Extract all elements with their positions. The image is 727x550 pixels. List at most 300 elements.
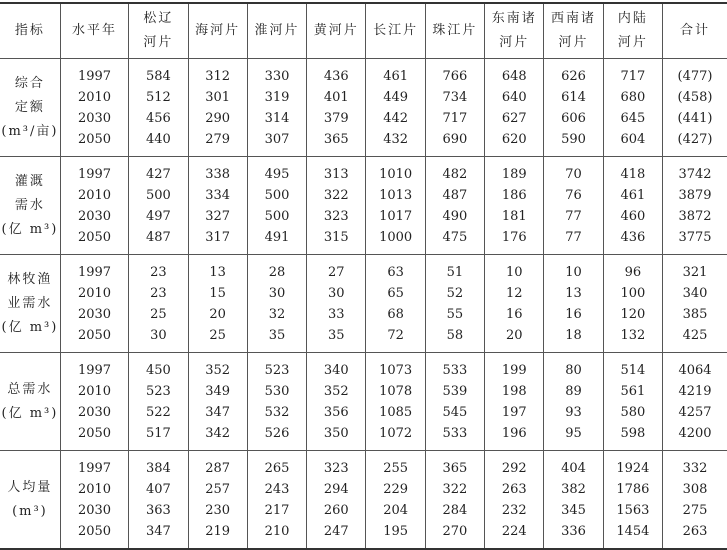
cell-value: 1078 (379, 383, 413, 399)
cell-value: 350 (323, 425, 349, 441)
cell-value: 523 (145, 383, 171, 399)
cell-value: 385 (682, 306, 708, 322)
year-cell (60, 157, 128, 255)
header-text: 淮河片 (254, 23, 300, 38)
cell-value: 198 (501, 383, 527, 399)
cell-value: 500 (264, 187, 290, 203)
year-value: 2030 (77, 404, 112, 420)
cell-value: 533 (442, 425, 468, 441)
header-text: 长江片 (373, 23, 419, 38)
cell-value: 404 (561, 460, 586, 476)
cell-value: 30 (150, 327, 167, 343)
indicator-cell (0, 157, 60, 255)
cell-value: 243 (264, 481, 290, 497)
cell-value: 20 (209, 306, 226, 322)
water-demand-table (0, 2, 727, 550)
year-value: 2030 (77, 110, 112, 126)
cell-value: 497 (145, 208, 171, 224)
cell-value: 1085 (379, 404, 413, 420)
cell-value: 232 (501, 502, 527, 518)
cell-value: 27 (328, 264, 345, 280)
value-cell (366, 59, 425, 157)
cell-value: 401 (323, 89, 349, 105)
cell-value: 450 (145, 362, 171, 378)
cell-value: 15 (209, 285, 226, 301)
year-value: 2010 (77, 383, 112, 399)
cell-value: 35 (328, 327, 345, 343)
header-songliao (129, 3, 188, 59)
cell-value: 12 (505, 285, 523, 301)
cell-value: 717 (620, 68, 646, 84)
value-cell (188, 451, 247, 550)
cell-value: 13 (209, 264, 226, 280)
value-cell (307, 157, 366, 255)
cell-value: 1924 (616, 460, 650, 476)
cell-value: 76 (565, 187, 582, 203)
cell-value: 196 (501, 425, 527, 441)
header-text: 西南诸 (551, 11, 597, 26)
cell-value: 312 (205, 68, 231, 84)
cell-value: 345 (561, 502, 586, 518)
cell-value: 51 (446, 264, 464, 280)
header-haihe (188, 3, 247, 59)
cell-value: 418 (620, 166, 646, 182)
table-row (0, 157, 727, 255)
cell-value: 442 (383, 110, 409, 126)
year-value: 2010 (77, 481, 112, 497)
cell-value: 120 (620, 306, 646, 322)
cell-value: 640 (501, 89, 527, 105)
indicator-label: 定额 (14, 99, 45, 115)
value-cell (247, 353, 306, 451)
header-text: 合计 (680, 23, 711, 38)
cell-value: 598 (620, 425, 646, 441)
cell-value: 356 (323, 404, 349, 420)
cell-value: 95 (565, 425, 582, 441)
year-value: 2050 (77, 327, 112, 343)
cell-value: 512 (145, 89, 171, 105)
cell-value: 4257 (678, 404, 712, 420)
cell-value: 18 (565, 327, 582, 343)
value-cell (485, 451, 544, 550)
cell-value: 1013 (379, 187, 413, 203)
cell-value: 323 (323, 208, 349, 224)
year-value: 2050 (77, 523, 112, 539)
cell-value: 195 (383, 523, 409, 539)
header-indicator (0, 3, 60, 59)
value-cell (485, 353, 544, 451)
cell-value: 449 (383, 89, 409, 105)
cell-value: 500 (145, 187, 171, 203)
indicator-label: (m³/亩) (1, 123, 59, 139)
cell-value: 436 (620, 229, 646, 245)
cell-value: 334 (205, 187, 231, 203)
value-cell (129, 157, 188, 255)
cell-value: 4200 (678, 425, 712, 441)
header-text: 黄河片 (313, 23, 359, 38)
cell-value: 313 (323, 166, 349, 182)
indicator-label: (亿 m³) (1, 221, 59, 237)
value-cell (663, 255, 727, 353)
cell-value: 347 (205, 404, 231, 420)
cell-value: 626 (561, 68, 586, 84)
cell-value: 461 (620, 187, 646, 203)
table-row (0, 255, 727, 353)
value-cell (603, 59, 662, 157)
cell-value: 4219 (678, 383, 712, 399)
value-cell (544, 255, 603, 353)
cell-value: 365 (442, 460, 468, 476)
value-cell (485, 157, 544, 255)
value-cell (603, 255, 662, 353)
cell-value: 427 (145, 166, 171, 182)
cell-value: 100 (620, 285, 646, 301)
cell-value: 52 (446, 285, 464, 301)
cell-value: 3742 (678, 166, 712, 182)
value-cell (544, 451, 603, 550)
value-cell (129, 255, 188, 353)
cell-value: 314 (264, 110, 290, 126)
cell-value: 33 (328, 306, 345, 322)
cell-value: 517 (145, 425, 171, 441)
cell-value: 263 (682, 523, 708, 539)
cell-value: 224 (501, 523, 527, 539)
cell-value: 561 (620, 383, 646, 399)
header-neilu (603, 3, 662, 59)
header-dongnan (485, 3, 544, 59)
header-changjiang (366, 3, 425, 59)
cell-value: 3872 (678, 208, 712, 224)
header-zhujiang (425, 3, 484, 59)
cell-value: 321 (682, 264, 708, 280)
cell-value: 322 (442, 481, 468, 497)
cell-value: 648 (501, 68, 527, 84)
cell-value: 322 (323, 187, 349, 203)
cell-value: 35 (268, 327, 286, 343)
cell-value: 255 (383, 460, 409, 476)
cell-value: 210 (264, 523, 290, 539)
value-cell (425, 451, 484, 550)
cell-value: 1454 (616, 523, 650, 539)
year-value: 1997 (77, 68, 112, 84)
year-value: 1997 (77, 166, 112, 182)
header-text: 松辽 (143, 11, 174, 26)
value-cell (366, 451, 425, 550)
cell-value: 530 (264, 383, 290, 399)
cell-value: 514 (620, 362, 646, 378)
cell-value: 734 (442, 89, 468, 105)
year-value: 2030 (77, 502, 112, 518)
cell-value: 16 (565, 306, 582, 322)
cell-value: 176 (501, 229, 527, 245)
cell-value: 13 (565, 285, 582, 301)
table-row (0, 59, 727, 157)
header-text: 河片 (558, 35, 589, 50)
cell-value: 584 (145, 68, 171, 84)
year-value: 1997 (77, 264, 112, 280)
cell-value: 425 (682, 327, 708, 343)
cell-value: 93 (565, 404, 582, 420)
table-body (0, 59, 727, 550)
table-row (0, 353, 727, 451)
cell-value: 491 (264, 229, 290, 245)
cell-value: 495 (264, 166, 290, 182)
cell-value: 680 (620, 89, 646, 105)
value-cell (663, 353, 727, 451)
cell-value: 25 (150, 306, 167, 322)
cell-value: 1010 (379, 166, 413, 182)
value-cell (366, 255, 425, 353)
value-cell (366, 157, 425, 255)
cell-value: 532 (264, 404, 290, 420)
cell-value: 1563 (616, 502, 650, 518)
cell-value: 327 (205, 208, 231, 224)
year-value: 2050 (77, 425, 112, 441)
cell-value: 308 (682, 481, 708, 497)
cell-value: 526 (264, 425, 290, 441)
cell-value: 352 (205, 362, 231, 378)
indicator-label: (亿 m³) (1, 405, 59, 421)
cell-value: 342 (205, 425, 231, 441)
value-cell (603, 451, 662, 550)
cell-value: 294 (323, 481, 349, 497)
cell-value: 72 (387, 327, 404, 343)
cell-value: 263 (501, 481, 527, 497)
header-row (0, 3, 727, 59)
cell-value: 89 (565, 383, 582, 399)
value-cell (425, 255, 484, 353)
cell-value: 500 (264, 208, 290, 224)
cell-value: 332 (682, 460, 708, 476)
cell-value: (458) (677, 89, 713, 105)
year-value: 1997 (77, 362, 112, 378)
indicator-label: (亿 m³) (1, 319, 59, 335)
indicator-label: 林牧渔 (7, 271, 53, 287)
cell-value: 407 (145, 481, 171, 497)
cell-value: 217 (264, 502, 290, 518)
cell-value: 23 (150, 285, 167, 301)
value-cell (307, 353, 366, 451)
cell-value: 365 (323, 131, 349, 147)
cell-value: 336 (561, 523, 586, 539)
cell-value: 30 (268, 285, 286, 301)
cell-value: 186 (501, 187, 527, 203)
value-cell (663, 59, 727, 157)
year-value: 2050 (77, 229, 112, 245)
header-xinan (544, 3, 603, 59)
cell-value: 766 (442, 68, 468, 84)
indicator-cell (0, 59, 60, 157)
cell-value: 317 (205, 229, 231, 245)
year-value: 2030 (77, 306, 112, 322)
value-cell (603, 353, 662, 451)
cell-value: 77 (565, 208, 582, 224)
cell-value: 77 (565, 229, 582, 245)
cell-value: 384 (145, 460, 171, 476)
value-cell (188, 353, 247, 451)
cell-value: 3775 (678, 229, 712, 245)
indicator-label: 灌溉 (14, 173, 45, 189)
cell-value: 606 (561, 110, 586, 126)
year-cell (60, 451, 128, 550)
cell-value: 352 (323, 383, 349, 399)
cell-value: 363 (145, 502, 171, 518)
cell-value: 340 (682, 285, 708, 301)
cell-value: 460 (620, 208, 646, 224)
cell-value: (427) (677, 131, 713, 147)
cell-value: 614 (561, 89, 586, 105)
cell-value: 319 (264, 89, 290, 105)
cell-value: 440 (145, 131, 171, 147)
cell-value: 379 (323, 110, 349, 126)
indicator-label: 人均量 (7, 479, 53, 495)
cell-value: 3879 (678, 187, 712, 203)
cell-value: 323 (323, 460, 349, 476)
cell-value: 338 (205, 166, 231, 182)
header-text: 珠江片 (432, 23, 478, 38)
cell-value: 275 (682, 502, 708, 518)
header-text: 指标 (14, 23, 45, 38)
cell-value: 32 (268, 306, 286, 322)
header-text: 东南诸 (491, 11, 537, 26)
cell-value: 475 (442, 229, 468, 245)
header-text: 内陆 (617, 11, 648, 26)
cell-value: 436 (323, 68, 349, 84)
cell-value: 539 (442, 383, 468, 399)
cell-value: 604 (620, 131, 646, 147)
indicator-cell (0, 255, 60, 353)
header-huaihe (247, 3, 306, 59)
cell-value: 16 (505, 306, 523, 322)
value-cell (544, 59, 603, 157)
cell-value: 301 (205, 89, 231, 105)
value-cell (425, 353, 484, 451)
cell-value: 96 (624, 264, 642, 280)
cell-value: 290 (205, 110, 231, 126)
value-cell (307, 59, 366, 157)
cell-value: 382 (561, 481, 586, 497)
header-text: 河片 (499, 35, 530, 50)
cell-value: 230 (205, 502, 231, 518)
cell-value: 199 (501, 362, 527, 378)
indicator-label: (m³) (12, 503, 48, 519)
cell-value: 63 (387, 264, 404, 280)
cell-value: 270 (442, 523, 468, 539)
cell-value: 523 (264, 362, 290, 378)
cell-value: 545 (442, 404, 468, 420)
value-cell (544, 157, 603, 255)
value-cell (425, 59, 484, 157)
indicator-label: 总需水 (7, 381, 53, 397)
value-cell (247, 255, 306, 353)
cell-value: 70 (565, 166, 582, 182)
value-cell (188, 157, 247, 255)
header-huanghe (307, 3, 366, 59)
cell-value: 315 (323, 229, 349, 245)
cell-value: 65 (387, 285, 404, 301)
cell-value: 260 (323, 502, 349, 518)
cell-value: 1072 (379, 425, 413, 441)
cell-value: 349 (205, 383, 231, 399)
cell-value: 284 (442, 502, 468, 518)
year-cell (60, 255, 128, 353)
cell-value: (477) (677, 68, 713, 84)
cell-value: 229 (383, 481, 409, 497)
value-cell (129, 59, 188, 157)
value-cell (247, 451, 306, 550)
cell-value: 487 (442, 187, 468, 203)
indicator-label: 业需水 (7, 295, 53, 311)
cell-value: 132 (620, 327, 646, 343)
cell-value: 490 (442, 208, 468, 224)
cell-value: 265 (264, 460, 290, 476)
value-cell (603, 157, 662, 255)
cell-value: 307 (264, 131, 290, 147)
cell-value: 247 (323, 523, 349, 539)
cell-value: 340 (323, 362, 349, 378)
cell-value: 1073 (379, 362, 413, 378)
value-cell (485, 59, 544, 157)
cell-value: 717 (442, 110, 468, 126)
year-value: 2010 (77, 285, 112, 301)
cell-value: 620 (501, 131, 527, 147)
value-cell (663, 157, 727, 255)
table-row (0, 451, 727, 550)
indicator-cell (0, 353, 60, 451)
cell-value: 204 (383, 502, 409, 518)
year-cell (60, 353, 128, 451)
cell-value: 23 (150, 264, 167, 280)
cell-value: 533 (442, 362, 468, 378)
cell-value: 1000 (379, 229, 413, 245)
cell-value: 1786 (616, 481, 650, 497)
value-cell (544, 353, 603, 451)
header-text: 河片 (143, 35, 174, 50)
cell-value: 456 (145, 110, 171, 126)
cell-value: 482 (442, 166, 468, 182)
cell-value: 20 (505, 327, 523, 343)
cell-value: 690 (442, 131, 468, 147)
cell-value: 68 (387, 306, 404, 322)
year-value: 2010 (77, 187, 112, 203)
year-cell (60, 59, 128, 157)
cell-value: 219 (205, 523, 231, 539)
cell-value: 279 (205, 131, 231, 147)
value-cell (366, 353, 425, 451)
year-value: 2050 (77, 131, 112, 147)
cell-value: 432 (383, 131, 409, 147)
value-cell (188, 255, 247, 353)
cell-value: 10 (565, 264, 582, 280)
header-text: 河片 (617, 35, 648, 50)
cell-value: 1017 (379, 208, 413, 224)
cell-value: 347 (145, 523, 171, 539)
cell-value: 4064 (678, 362, 712, 378)
cell-value: 28 (268, 264, 286, 280)
cell-value: 590 (561, 131, 586, 147)
cell-value: 627 (501, 110, 527, 126)
cell-value: 10 (505, 264, 523, 280)
cell-value: 292 (501, 460, 527, 476)
cell-value: 522 (145, 404, 171, 420)
header-total (663, 3, 727, 59)
value-cell (247, 59, 306, 157)
header-text: 水平年 (72, 23, 118, 38)
cell-value: 189 (501, 166, 527, 182)
indicator-label: 综合 (14, 75, 45, 91)
indicator-cell (0, 451, 60, 550)
cell-value: 580 (620, 404, 646, 420)
